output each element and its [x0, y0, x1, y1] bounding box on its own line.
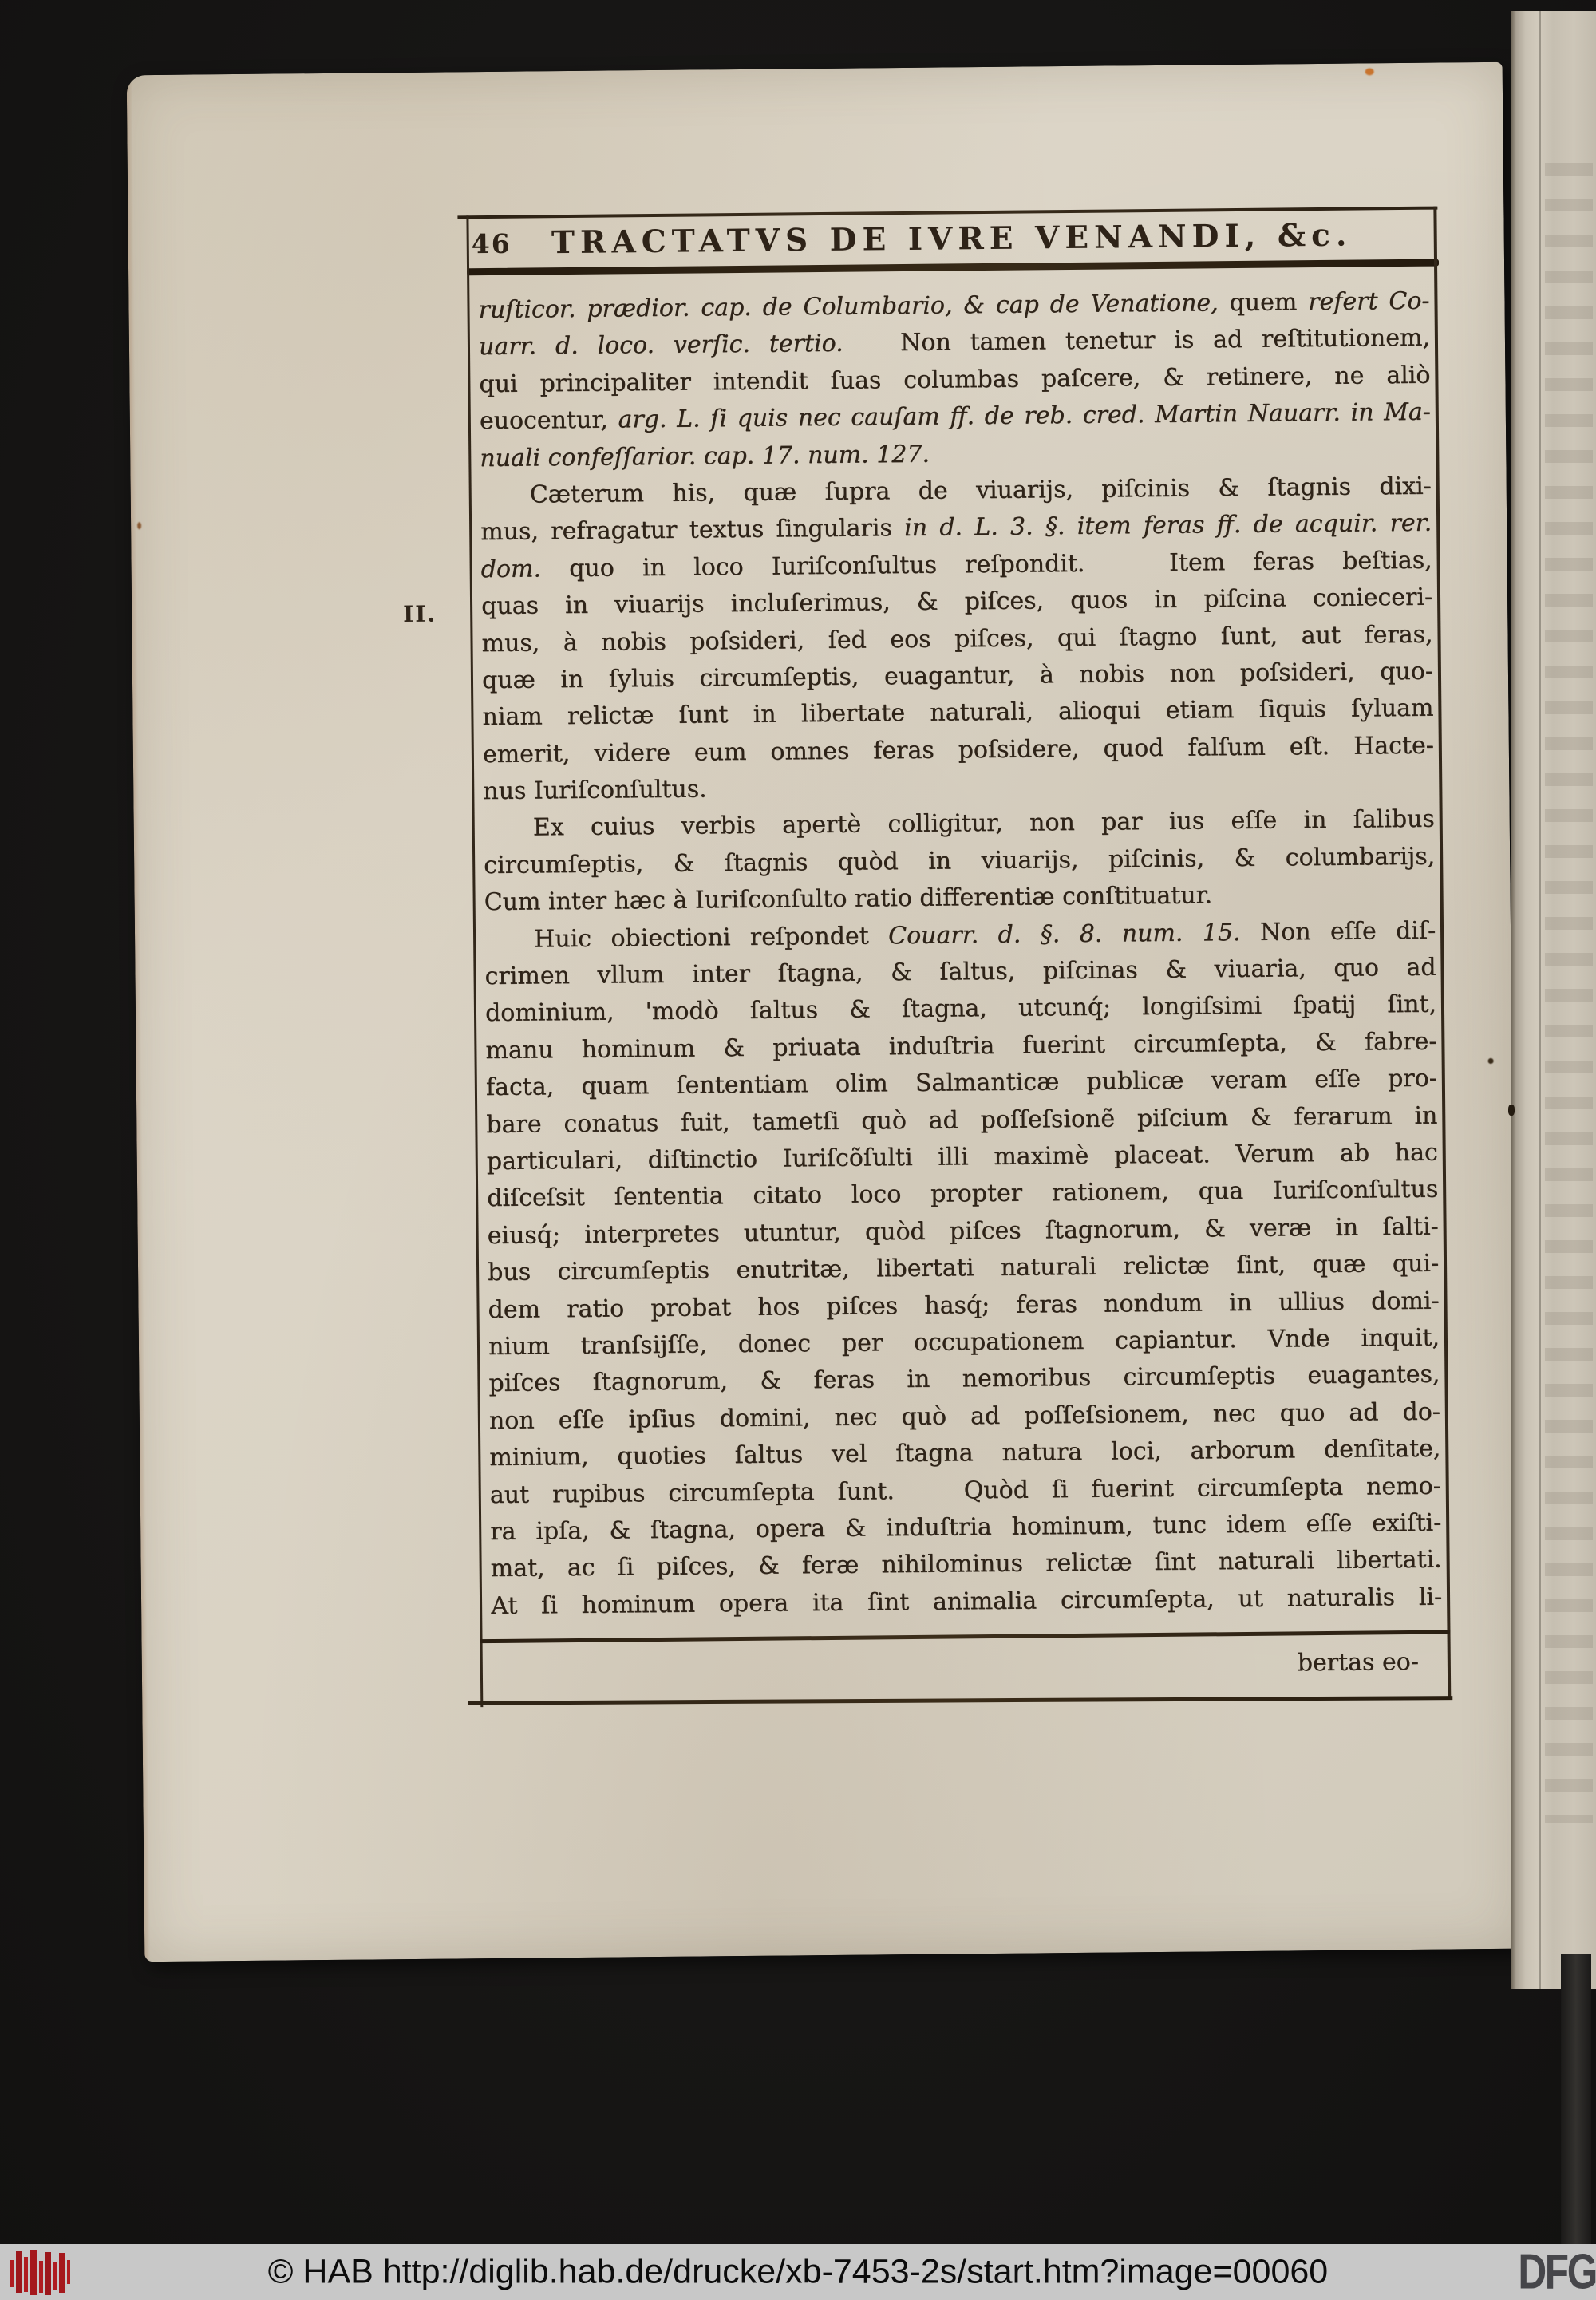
text-line: dem ratio probat hos piſces hasq́; feras nondum in ullius domi-: [488, 1286, 1440, 1324]
paper-stain: [137, 522, 141, 529]
scanned-page: [127, 62, 1521, 1962]
paper-stain: [1508, 1105, 1515, 1116]
showthrough-text: [1545, 163, 1593, 1823]
text-line: quas in viuarijs incluſerimus, & piſces, quos in piſcina conieceri-: [480, 583, 1433, 621]
catchword: bertas eo-: [1297, 1647, 1420, 1678]
margin-note: II.: [403, 600, 437, 628]
text-line: ruſticor. prædior. cap. de Columbario, & cap de Venatione, quem refert Co-: [478, 287, 1430, 325]
text-bottom-rule: [480, 1630, 1451, 1643]
text-line: particulari, diſtinctio Iuriſcõſulti illi maximè placeat. Verum ab hac: [486, 1138, 1438, 1176]
text-line: nuali confeſſarior. cap. 17. num. 127.: [480, 440, 930, 472]
header-separator-rule: [467, 259, 1439, 276]
text-line: At ſi hominum opera ita ſint animalia circumſepta, ut naturalis li-: [490, 1583, 1443, 1620]
text-line: qui principaliter intendit ſuas columbas paſcere, & retinere, ne aliò: [479, 361, 1431, 398]
text-line: Ex cuius verbis apertè colligitur, non par ius eſſe in ſalibus: [532, 805, 1435, 842]
paper-stain: [1488, 1058, 1494, 1064]
text-line: mus, refragatur textus ſingularis in d. L. 3. §. item feras ff. de acquir. rer.: [480, 509, 1432, 547]
text-line: nus Iuriſconſultus.: [483, 775, 707, 806]
text-line: diſceſsit ſententia citato loco propter rationem, qua Iuriſconſultus: [487, 1175, 1439, 1213]
body-text: [478, 283, 1442, 1625]
text-line: aut rupibus circumſepta ſunt. Quòd ſi fuerint circumſepta nemo-: [489, 1472, 1441, 1509]
dfg-logo: DFG: [1518, 2244, 1596, 2300]
book-edge-shadow: [1561, 1954, 1591, 2244]
text-line: nium tranſsijſſe, donec per occupationem capiantur. Vnde inquit,: [488, 1323, 1440, 1361]
footer-bar: [0, 2244, 1596, 2300]
text-line: piſces ſtagnorum, & feras in nemoribus circumſeptis euagantes,: [488, 1360, 1440, 1398]
text-line: crimen vllum inter ſtagna, & ſaltus, piſcinas & viuaria, quo ad: [484, 953, 1436, 991]
running-title: TRACTATVS DE IVRE VENANDI, &c.: [551, 216, 1353, 262]
text-line: minium, quoties ſaltus vel ſtagna natura loci, arborum denſitate,: [489, 1434, 1441, 1472]
text-line: Cum inter hæc à Iuriſconſulto ratio differentiæ conſtituatur.: [484, 881, 1213, 917]
text-line: mat, ac ſi piſces, & feræ nihilominus relictæ ſint naturali libertati.: [490, 1545, 1442, 1583]
text-line: mus, à nobis poſsideri, ſed eos piſces, qui ſtagno ſunt, aut feras,: [481, 620, 1433, 658]
text-line: bare conatus fuit, tametſi quò ad poſſeſsionẽ piſcium & ferarum in: [486, 1101, 1438, 1139]
text-line: dominium, 'modò ſaltus & ſtagna, utcunq́; longiſsimi ſpatij ſint,: [484, 990, 1437, 1028]
text-line: eiusq́; interpretes utuntur, quòd piſces ſtagnorum, & veræ in ſalti-: [487, 1212, 1439, 1250]
text-line: Huic obiectioni reſpondet Couarr. d. §. 8. num. 15. Non eſſe diſ-: [533, 916, 1436, 954]
text-line: uarr. d. loco. verſic. tertio. Non tamen tenetur is ad reſtitutionem,: [478, 324, 1431, 362]
paper-stain: [1365, 68, 1374, 75]
text-line: dom. quo in loco Iuriſconſultus reſpondit. Item feras beſtias,: [480, 546, 1432, 583]
text-line: non eſſe ipſius domini, nec quò ad poſſeſsionem, nec quo ad do-: [488, 1397, 1441, 1435]
text-line: emerit, videre eum omnes feras poſsidere, quod falſum eſt. Hacte-: [482, 731, 1434, 769]
text-line: circumſeptis, & ſtagnis quòd in viuarijs, piſcinis, & columbarijs,: [484, 842, 1436, 879]
text-line: Cæterum his, quæ ſupra de viuarijs, piſcinis & ſtagnis dixi-: [529, 472, 1432, 509]
text-line: manu hominum & priuata induſtria fuerint circumſepta, & fabre-: [485, 1027, 1437, 1065]
text-line: ra ipſa, & ſtagna, opera & induſtria hominum, tunc idem eſſe exiſti-: [490, 1508, 1442, 1546]
page-edge-line: [1539, 11, 1541, 1989]
hab-barcode-logo-icon: [8, 2247, 69, 2297]
text-line: facta, quam ſententiam olim Salmanticæ publicæ veram eſſe pro-: [485, 1064, 1438, 1102]
copyright-url-text: © HAB http://diglib.hab.de/drucke/xb-7453-2s/start.htm?image=00060: [267, 2252, 1329, 2291]
text-line: niam relictæ ſunt in libertate naturali, alioqui etiam ſiquis ſyluam: [482, 694, 1434, 732]
page-number: 46: [471, 227, 512, 260]
facing-page-sliver: [1511, 11, 1596, 1989]
text-line: euocentur, arg. L. ſi quis nec cauſam ff. de reb. cred. Martin Nauarr. in Ma-: [479, 397, 1431, 436]
outer-bottom-rule: [468, 1696, 1452, 1705]
text-line: bus circumſeptis enutritæ, libertati naturali relictæ ſint, quæ qui-: [487, 1249, 1440, 1287]
text-line: quæ in ſyluis circumſeptis, euagantur, à nobis non poſsideri, quo-: [481, 657, 1434, 694]
